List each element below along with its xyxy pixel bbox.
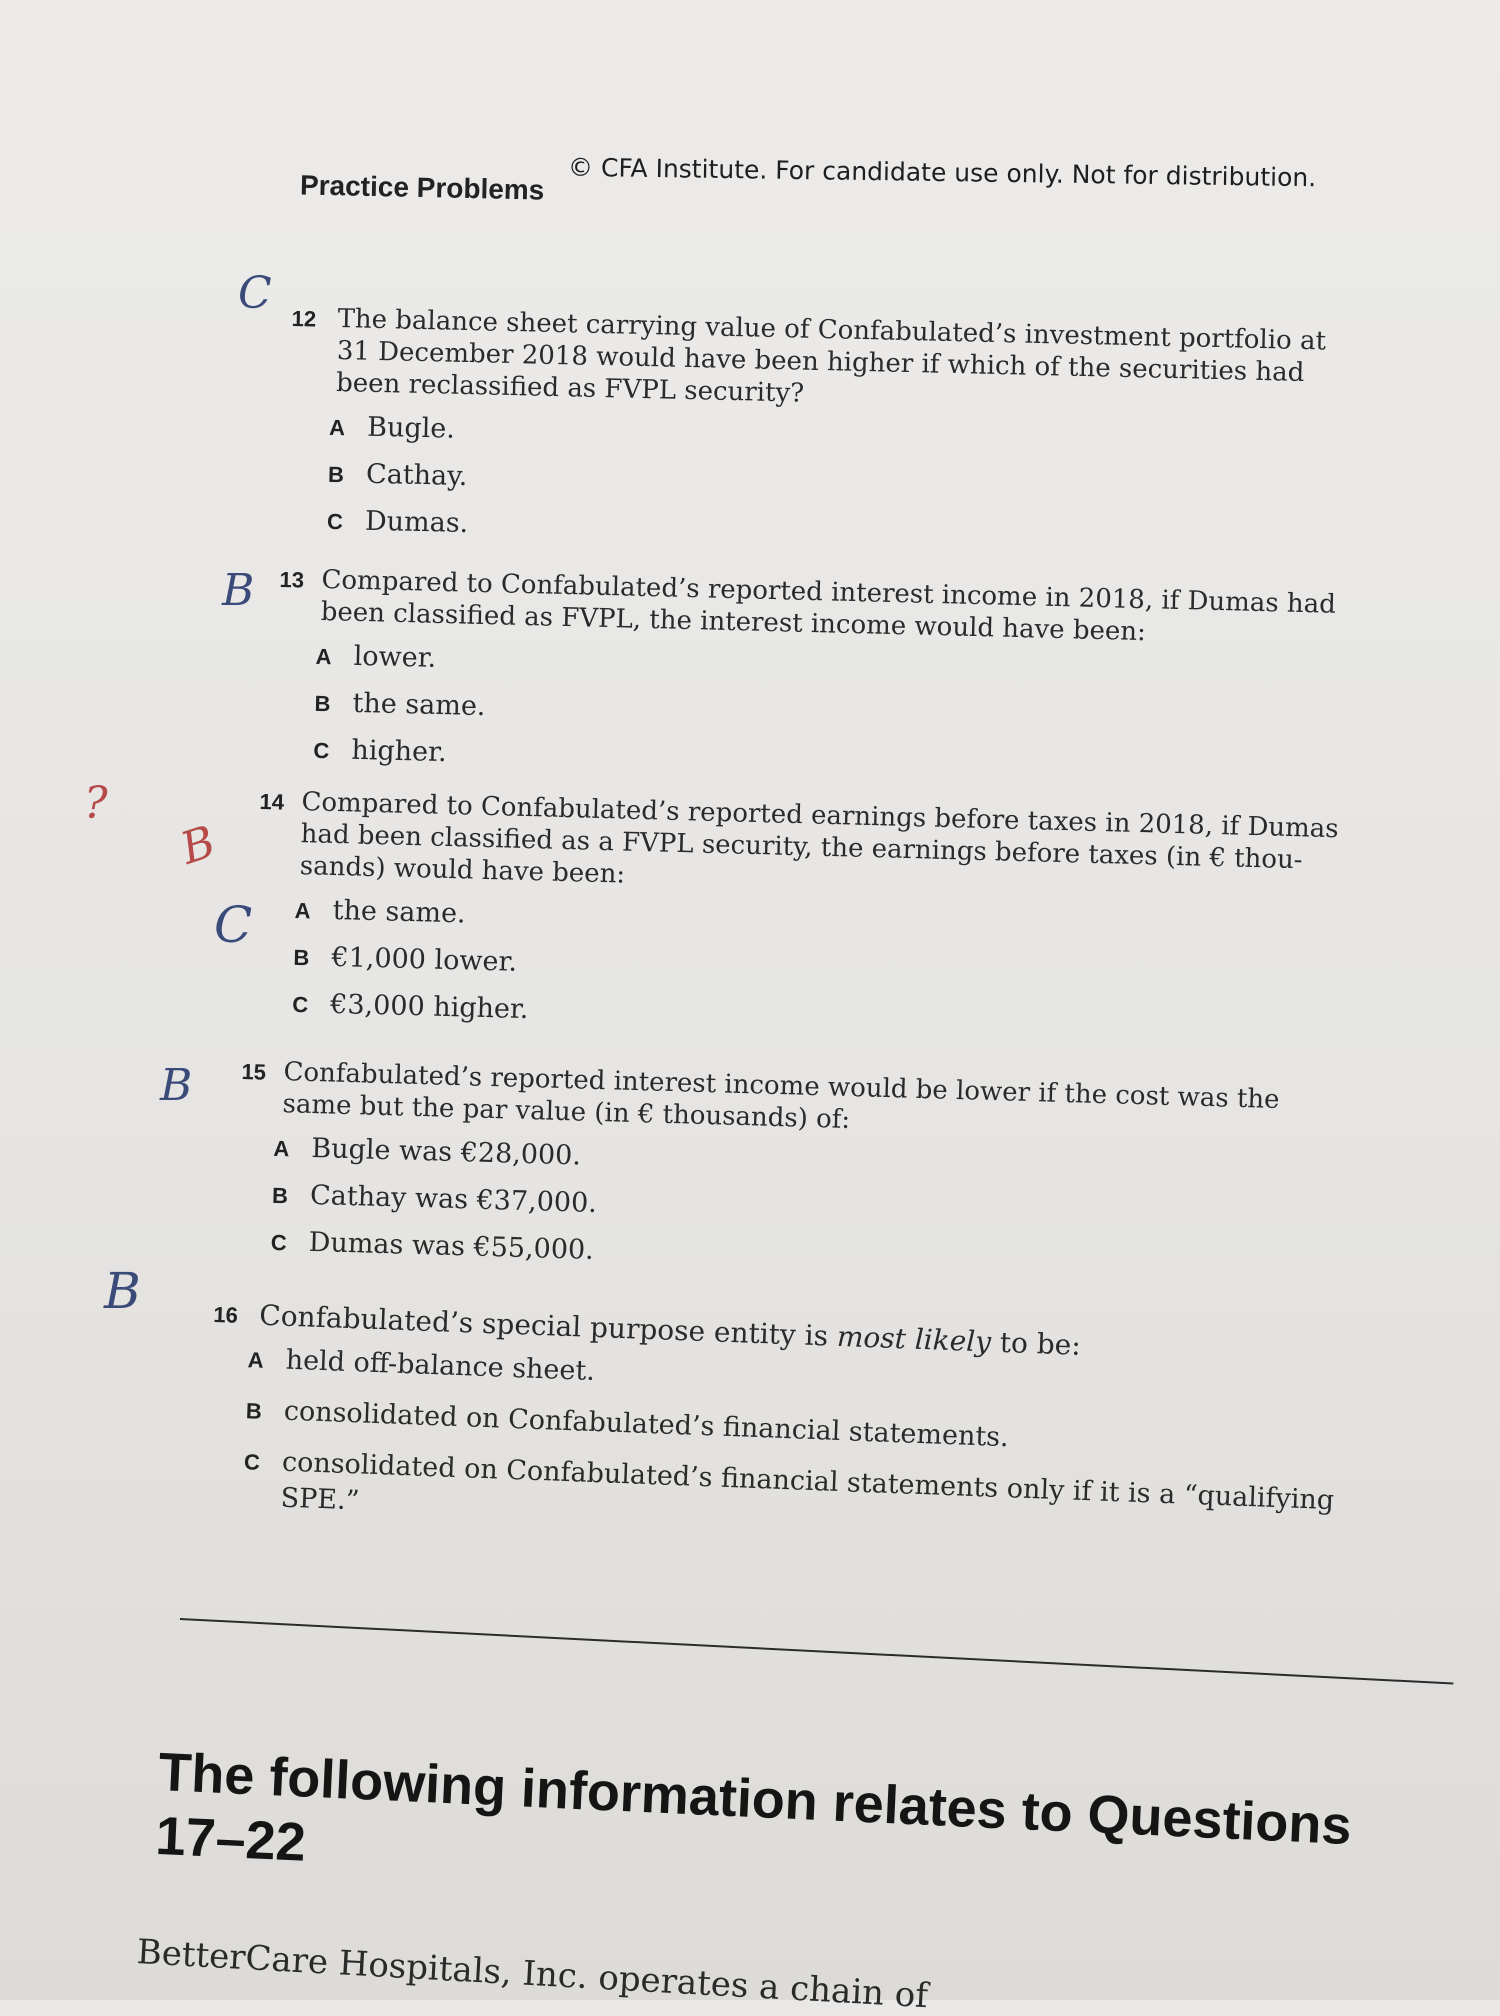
option-a: A lower. <box>315 640 437 674</box>
question-stem: Confabulated’s reported interest income would be lower if the cost was the same but the par value (in € thousands) of: <box>282 1057 1280 1136</box>
question-stem: Compared to Confabulated’s reported interest income in 2018, if Dumas had been classified as FVPL, the interest income would have been: <box>320 565 1337 648</box>
copyright-notice: © CFA Institute. For candidate use only. Not for distribution. <box>567 152 1317 193</box>
section-title: Practice Problems <box>299 169 545 206</box>
question-15 <box>236 1055 1351 1291</box>
option-c: C Dumas was €55,000. <box>270 1226 595 1266</box>
handwritten-mark-q14: B <box>174 816 222 875</box>
handwritten-answer-q15: B <box>160 1060 193 1111</box>
question-number: 12 <box>291 305 317 332</box>
option-a: A held off-balance sheet. <box>247 1344 596 1387</box>
option-c: C higher. <box>313 734 447 769</box>
question-stem: Confabulated’s special purpose entity is most likely to be: <box>258 1298 1082 1362</box>
question-number: 15 <box>241 1058 267 1085</box>
question-stem: The balance sheet carrying value of Confabulated’s investment portfolio at 31 December 2018 would have been higher if which of the securities had been reclassified as FVPL security? <box>335 304 1327 409</box>
handwritten-answer-q13: B <box>222 565 255 616</box>
option-a: A the same. <box>294 894 467 930</box>
section-heading: The following information relates to Questions 17–22 <box>154 1741 1353 1873</box>
option-b: B Cathay. <box>327 458 468 493</box>
question-14 <box>254 785 1370 1051</box>
question-stem: Compared to Confabulated’s reported earnings before taxes in 2018, if Dumas had been classified as a FVPL security, the earnings before taxes (in € thou-sands) would have been: <box>299 787 1339 890</box>
option-a: A Bugle was €28,000. <box>273 1132 582 1172</box>
emphasis-text: most likely <box>836 1319 992 1359</box>
option-b: B Cathay was €37,000. <box>271 1179 598 1219</box>
question-number: 14 <box>259 788 285 815</box>
question-13 <box>275 563 1360 794</box>
option-c: C Dumas. <box>326 505 469 540</box>
option-c: C €3,000 higher. <box>291 988 529 1026</box>
handwritten-question-mark: ? <box>84 778 108 829</box>
question-number: 13 <box>279 566 305 593</box>
option-b: B consolidated on Confabulated’s financial statements. <box>245 1395 1010 1454</box>
option-a: A Bugle. <box>328 411 456 445</box>
option-b: B €1,000 lower. <box>293 941 518 978</box>
question-number: 16 <box>212 1301 239 1328</box>
handwritten-answer-q14: C <box>214 896 253 954</box>
option-c: C consolidated on Confabulated’s financial statements only if it is a “qualifying SPE.” <box>243 1446 1335 1517</box>
handwritten-answer-q12: C <box>238 268 272 319</box>
question-16 <box>206 1298 1373 1556</box>
question-12 <box>287 302 1352 563</box>
option-b: B the same. <box>314 687 486 723</box>
section-divider <box>180 1618 1453 1685</box>
handwritten-answer-q16: B <box>104 1262 141 1320</box>
passage-text: BetterCare Hospitals, Inc. operates a chain of <box>135 1932 929 2016</box>
